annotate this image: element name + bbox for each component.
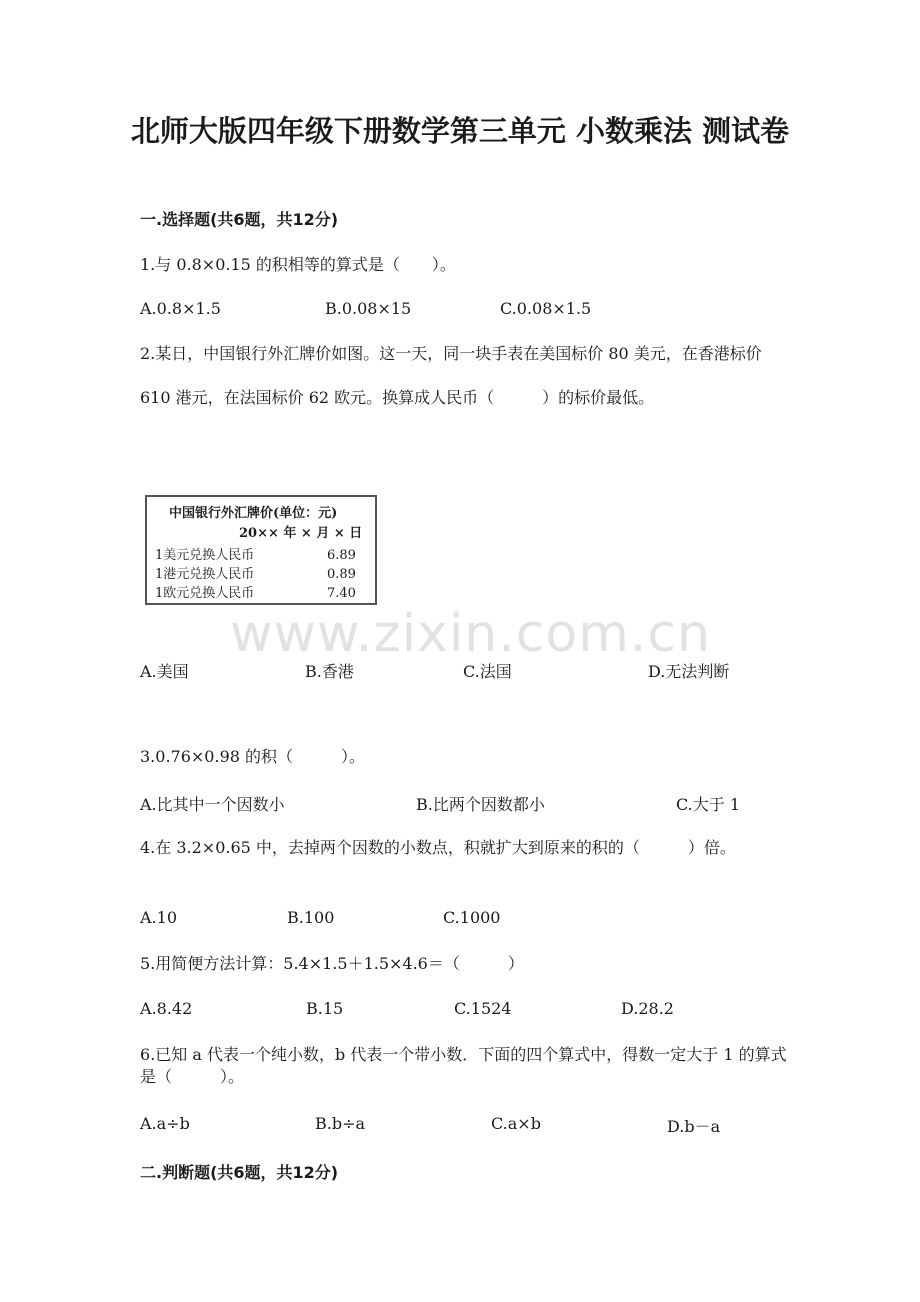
q2-option-c: C.法国 xyxy=(463,662,512,681)
q6-option-c: C.a×b xyxy=(491,1114,541,1133)
q4-option-c: C.1000 xyxy=(443,908,501,927)
question-3: 3.0.76×0.98 的积（ ）。 xyxy=(140,747,366,766)
section-heading-choice: 一.选择题(共6题，共12分) xyxy=(140,210,339,229)
section-heading-judgement: 二.判断题(共6题，共12分) xyxy=(140,1163,339,1182)
rate-table-title: 中国银行外汇牌价(单位：元) xyxy=(169,506,338,521)
q5-option-a: A.8.42 xyxy=(140,999,193,1018)
question-1: 1.与 0.8×0.15 的积相等的算式是（ ）。 xyxy=(140,255,456,274)
q3-option-a: A.比其中一个因数小 xyxy=(140,795,285,814)
rate-value: 6.89 xyxy=(327,548,356,563)
q3-option-c: C.大于 1 xyxy=(676,795,741,814)
q5-option-b: B.15 xyxy=(306,999,344,1018)
q4-option-b: B.100 xyxy=(287,908,335,927)
rate-value: 7.40 xyxy=(327,586,356,601)
question-6: 6.已知 a 代表一个纯小数，b 代表一个带小数．下面的四个算式中，得数一定大于 1 的算式是（ ）。 xyxy=(140,1045,787,1086)
q1-option-c: C.0.08×1.5 xyxy=(500,299,592,318)
q6-option-b: B.b÷a xyxy=(315,1114,366,1133)
rate-label: 1欧元兑换人民币 xyxy=(155,586,255,601)
q2-option-d: D.无法判断 xyxy=(648,662,730,681)
exchange-rate-table xyxy=(145,495,377,605)
q5-option-c: C.1524 xyxy=(454,999,512,1018)
question-2: 2.某日，中国银行外汇牌价如图。这一天，同一块手表在美国标价 80 美元，在香港标价 610 港元，在法国标价 62 欧元。换算成人民币（ ）的标价最低。 xyxy=(140,344,762,407)
rate-label: 1美元兑换人民币 xyxy=(155,548,255,563)
q6-option-a: A.a÷b xyxy=(140,1114,190,1133)
q1-option-a: A.0.8×1.5 xyxy=(140,299,221,318)
watermark: www.zixin.com.cn xyxy=(230,604,711,664)
q4-option-a: A.10 xyxy=(140,908,177,927)
q1-option-b: B.0.08×15 xyxy=(325,299,412,318)
question-5: 5.用简便方法计算：5.4×1.5＋1.5×4.6＝（ ） xyxy=(140,954,524,973)
q2-option-a: A.美国 xyxy=(140,662,189,681)
rate-table-date: 20×× 年 × 月 × 日 xyxy=(239,526,363,541)
q3-option-b: B.比两个因数都小 xyxy=(416,795,545,814)
q6-option-d: D.b－a xyxy=(667,1117,721,1136)
page-title: 北师大版四年级下册数学第三单元 小数乘法 测试卷 xyxy=(130,114,790,148)
q5-option-d: D.28.2 xyxy=(621,999,674,1018)
rate-label: 1港元兑换人民币 xyxy=(155,567,255,582)
question-4: 4.在 3.2×0.65 中，去掉两个因数的小数点，积就扩大到原来的积的（ ）倍。 xyxy=(140,838,736,857)
rate-value: 0.89 xyxy=(327,567,356,582)
q2-option-b: B.香港 xyxy=(305,662,354,681)
